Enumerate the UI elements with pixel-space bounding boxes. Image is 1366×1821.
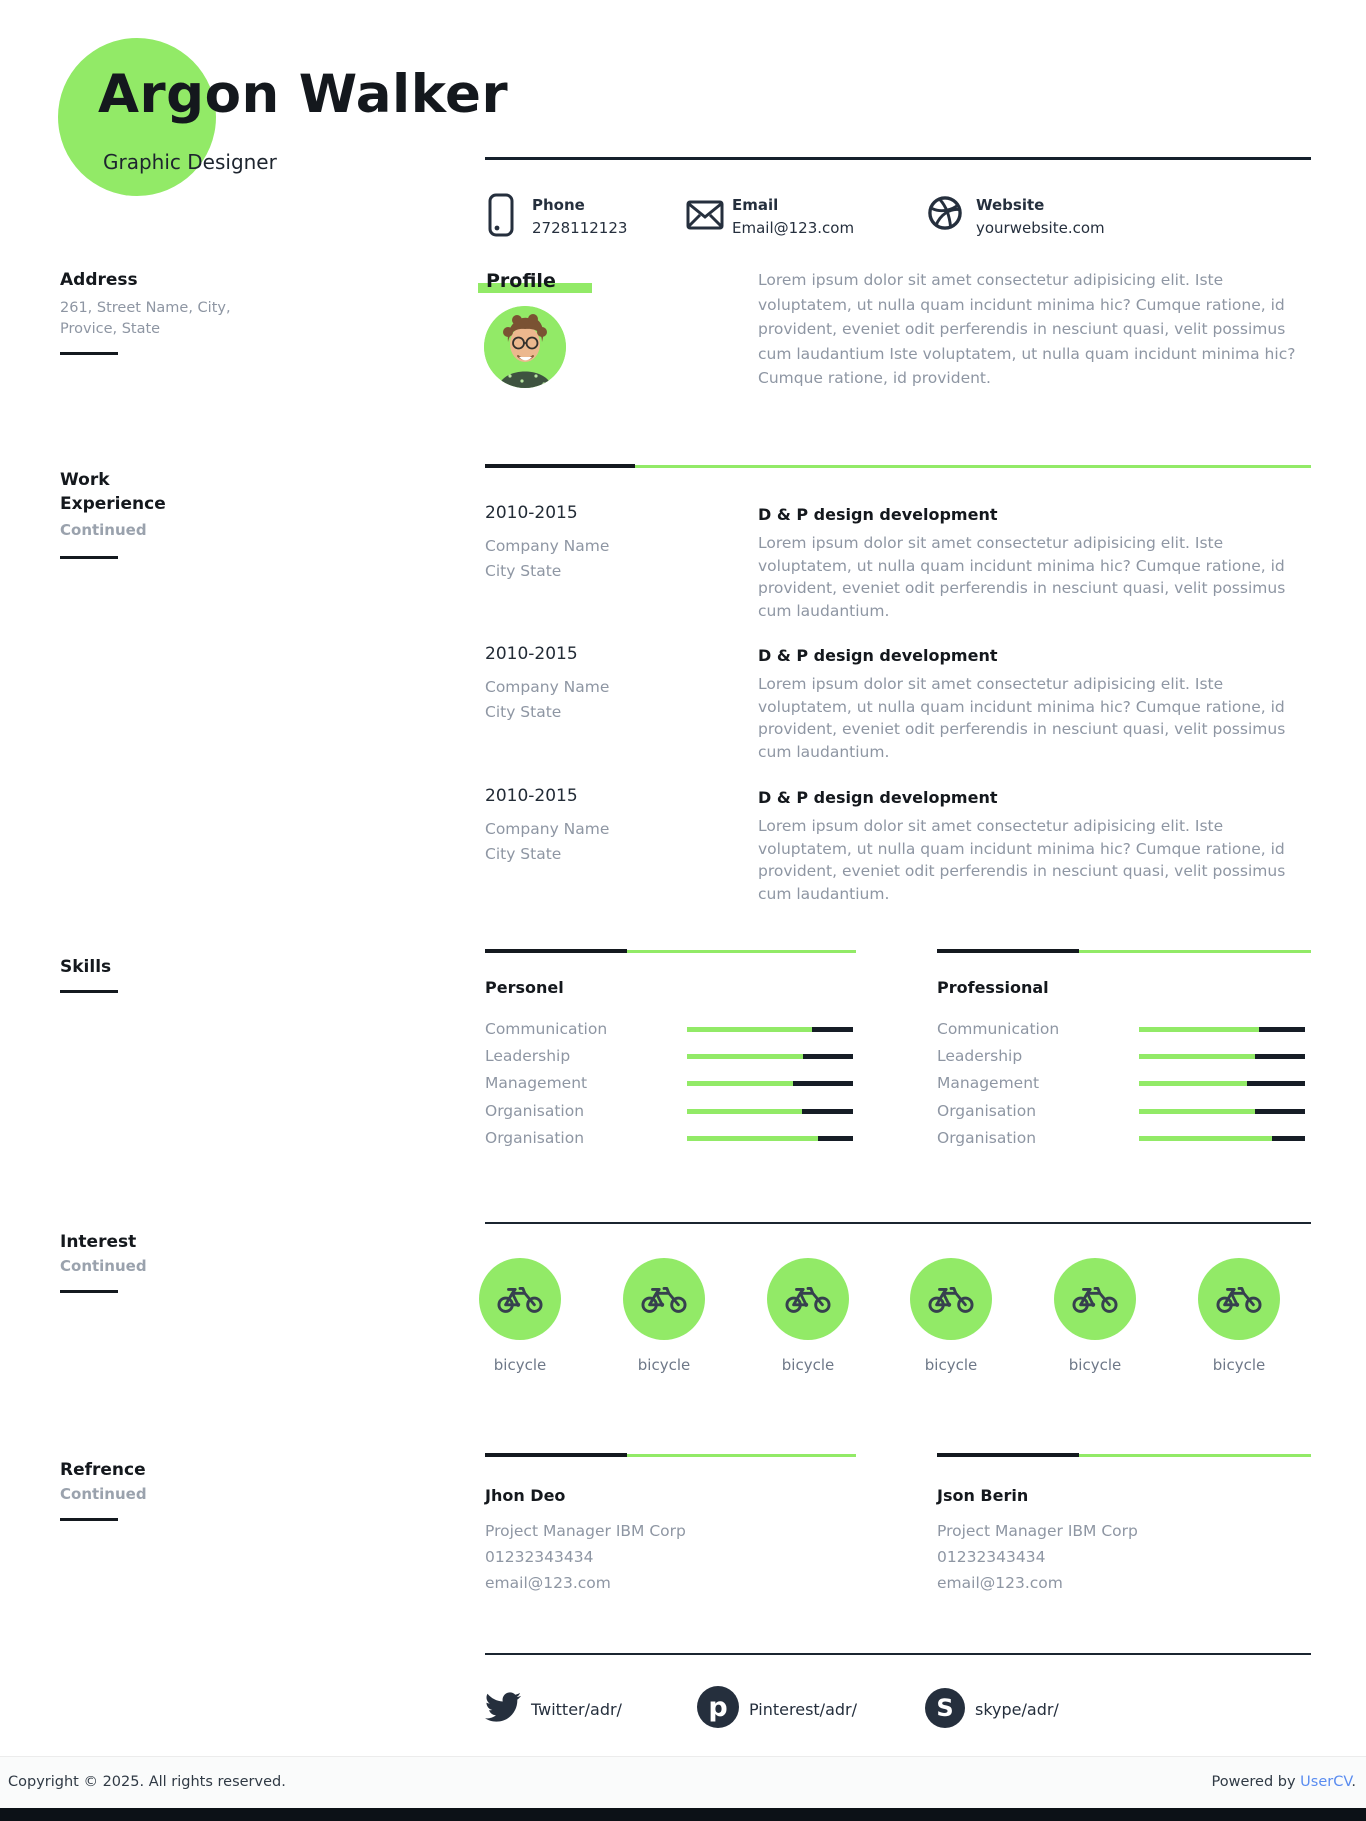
interest-section-divider [485, 1222, 1311, 1224]
interest-item-label: bicycle [781, 1356, 835, 1374]
website-value[interactable]: yourwebsite.com [976, 219, 1105, 237]
interest-item-label: bicycle [493, 1356, 547, 1374]
divider-green-segment [1079, 1454, 1311, 1457]
email-value[interactable]: Email@123.com [732, 219, 855, 237]
work-continued-label: Continued [60, 521, 147, 539]
avatar [484, 306, 566, 388]
powered-by-text [1212, 1774, 1357, 1790]
work-entry-description: Lorem ipsum dolor sit amet consectetur adipisicing elit. Iste voluptatem, ut nulla quam incidunt minima hic? Cumque ratione, id provident, eveniet odit perferendis in nesciunt quasi, velit possimus cum laudantium. [758, 675, 1286, 761]
page-title: Argon Walker [98, 64, 509, 125]
skill-label: Management [937, 1074, 1040, 1092]
usercv-link[interactable]: UserCV [1300, 1774, 1352, 1790]
reference-divider [937, 1453, 1311, 1457]
skills-heading: Skills [60, 957, 112, 977]
skill-bar-fill [1139, 1109, 1255, 1114]
work-entry-location: City State [485, 562, 562, 580]
phone-icon [487, 192, 515, 242]
reference-phone: 01232343434 [485, 1548, 594, 1566]
work-entry-period: 2010-2015 [485, 644, 578, 664]
header-divider [485, 157, 1311, 160]
skill-bar [687, 1081, 853, 1086]
personel-heading: Personel [485, 978, 564, 997]
address-line-1: 261, Street Name, City, [60, 300, 231, 316]
reference-divider [485, 1453, 856, 1457]
skill-bar [687, 1136, 853, 1141]
skill-bar [687, 1027, 853, 1032]
interest-item-circle [767, 1258, 849, 1340]
job-title: Graphic Designer [103, 150, 277, 174]
work-entry-company: Company Name [485, 820, 610, 838]
reference-heading: Refrence [60, 1460, 146, 1480]
skype-handle[interactable]: skype/adr/ [975, 1700, 1059, 1719]
skill-label: Leadership [937, 1047, 1023, 1065]
interest-item-label: bicycle [924, 1356, 978, 1374]
interest-item-circle [479, 1258, 561, 1340]
skill-label: Management [485, 1074, 588, 1092]
email-icon [686, 200, 724, 234]
interest-item-circle [1198, 1258, 1280, 1340]
skill-bar-fill [687, 1027, 812, 1032]
skill-bar-fill [1139, 1027, 1259, 1032]
address-line-2: Provice, State [60, 321, 161, 337]
skill-bar [687, 1109, 853, 1114]
interest-item-label: bicycle [1212, 1356, 1266, 1374]
skill-label: Communication [937, 1020, 1060, 1038]
skill-bar [1139, 1027, 1305, 1032]
skill-label: Organisation [485, 1129, 585, 1147]
powered-by-suffix: . [1351, 1774, 1356, 1790]
reference-name: Json Berin [937, 1486, 1029, 1505]
skill-bar-fill [1139, 1081, 1247, 1086]
interest-item-circle [623, 1258, 705, 1340]
skill-bar-fill [1139, 1136, 1272, 1141]
profile-text: Lorem ipsum dolor sit amet consectetur adipisicing elit. Iste voluptatem, ut nulla quam incidunt minima hic? Cumque ratione, id provident, eveniet odit perferendis in nesciunt quasi, velit possimus cum laudantium Iste voluptatem, ut nulla quam incidunt minima hic? Cumque ratione, id provident. [758, 271, 1296, 387]
work-entry-period: 2010-2015 [485, 503, 578, 523]
skill-label: Communication [485, 1020, 608, 1038]
reference-role: Project Manager IBM Corp [485, 1522, 686, 1540]
email-label: Email [732, 196, 779, 214]
skill-bar [687, 1054, 853, 1059]
personel-divider [485, 949, 856, 953]
work-entry-title: D & P design development [758, 505, 998, 524]
pinterest-icon[interactable]: p [697, 1686, 739, 1728]
interest-item-label: bicycle [1068, 1356, 1122, 1374]
divider-dark-segment [485, 464, 635, 468]
work-entry-period: 2010-2015 [485, 786, 578, 806]
skill-bar-fill [687, 1054, 803, 1059]
phone-value[interactable]: 2728112123 [532, 219, 628, 237]
pinterest-handle[interactable]: Pinterest/adr/ [749, 1700, 857, 1719]
twitter-icon[interactable] [483, 1689, 523, 1729]
skill-label: Organisation [937, 1129, 1037, 1147]
work-section-divider [485, 464, 1311, 468]
reference-email[interactable]: email@123.com [485, 1574, 611, 1592]
skill-label: Organisation [485, 1102, 585, 1120]
skill-bar-fill [687, 1109, 802, 1114]
work-entry-company: Company Name [485, 678, 610, 696]
divider-dark-segment [937, 949, 1079, 953]
professional-heading: Professional [937, 978, 1049, 997]
skills-underline [60, 990, 118, 993]
skill-label: Leadership [485, 1047, 571, 1065]
work-entry-location: City State [485, 845, 562, 863]
skill-bar [1139, 1136, 1305, 1141]
copyright-text: Copyright © 2025. All rights reserved. [8, 1774, 286, 1790]
interest-continued-label: Continued [60, 1257, 147, 1275]
divider-dark-segment [485, 1453, 627, 1457]
skill-bar-fill [1139, 1054, 1255, 1059]
skill-bar [1139, 1081, 1305, 1086]
work-heading-line1: Work [60, 470, 110, 490]
work-entry-title: D & P design development [758, 788, 998, 807]
profile-heading-wrap [478, 270, 618, 296]
divider-dark-segment [937, 1453, 1079, 1457]
skype-icon[interactable]: S [925, 1688, 965, 1728]
interest-item-label: bicycle [637, 1356, 691, 1374]
social-section-divider [485, 1653, 1311, 1655]
address-underline [60, 352, 118, 355]
skill-bar-fill [687, 1081, 793, 1086]
interest-item-circle [1054, 1258, 1136, 1340]
divider-green-segment [635, 465, 1311, 468]
divider-green-segment [627, 1454, 856, 1457]
twitter-handle[interactable]: Twitter/adr/ [531, 1700, 622, 1719]
powered-by-prefix: Powered by [1211, 1774, 1296, 1790]
skill-bar [1139, 1109, 1305, 1114]
interest-heading: Interest [60, 1232, 137, 1252]
work-entry-description: Lorem ipsum dolor sit amet consectetur adipisicing elit. Iste voluptatem, ut nulla quam incidunt minima hic? Cumque ratione, id provident, eveniet odit perferendis in nesciunt quasi, velit possimus cum laudantium. [758, 817, 1286, 903]
divider-green-segment [627, 950, 856, 953]
interest-item-circle [910, 1258, 992, 1340]
work-underline [60, 556, 118, 559]
bottom-bar [0, 1808, 1366, 1821]
professional-divider [937, 949, 1311, 953]
skill-label: Organisation [937, 1102, 1037, 1120]
website-label: Website [976, 196, 1045, 214]
reference-phone: 01232343434 [937, 1548, 1046, 1566]
work-entry-location: City State [485, 703, 562, 721]
reference-continued-label: Continued [60, 1485, 147, 1503]
reference-role: Project Manager IBM Corp [937, 1522, 1138, 1540]
divider-dark-segment [485, 949, 627, 953]
address-heading: Address [60, 270, 138, 290]
skill-bar-fill [687, 1136, 818, 1141]
divider-green-segment [1079, 950, 1311, 953]
reference-name: Jhon Deo [485, 1486, 566, 1505]
interest-underline [60, 1290, 118, 1293]
website-icon [926, 194, 964, 236]
phone-label: Phone [532, 196, 585, 214]
work-entry-company: Company Name [485, 537, 610, 555]
skill-bar [1139, 1054, 1305, 1059]
work-entry-title: D & P design development [758, 646, 998, 665]
work-heading-line2: Experience [60, 494, 166, 514]
profile-heading: Profile [486, 270, 556, 292]
work-entry-description: Lorem ipsum dolor sit amet consectetur adipisicing elit. Iste voluptatem, ut nulla quam incidunt minima hic? Cumque ratione, id provident, eveniet odit perferendis in nesciunt quasi, velit possimus cum laudantium. [758, 534, 1286, 620]
reference-underline [60, 1518, 118, 1521]
reference-email[interactable]: email@123.com [937, 1574, 1063, 1592]
footer [0, 1756, 1366, 1808]
